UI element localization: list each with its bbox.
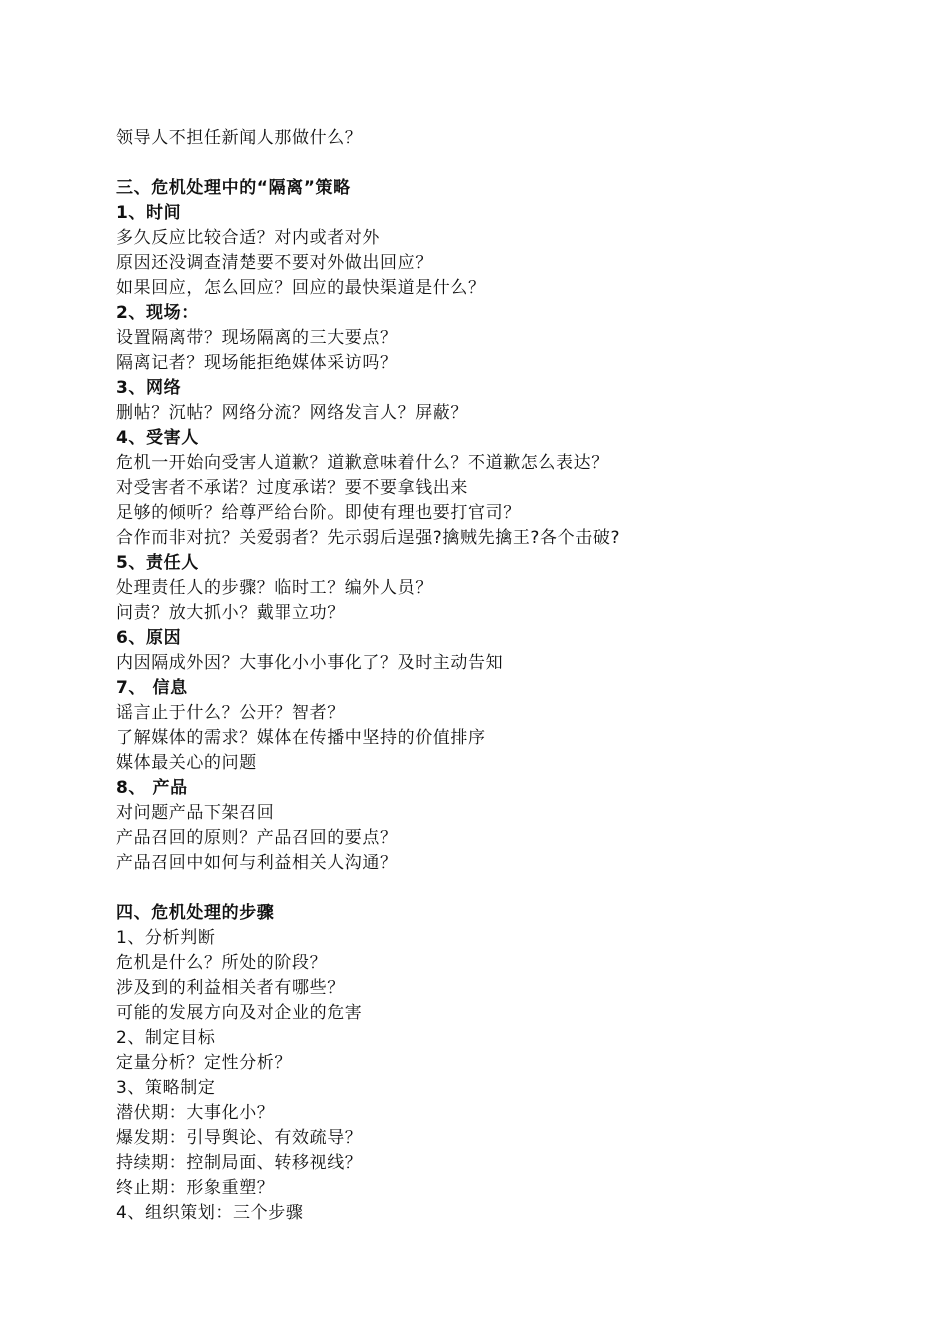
victim-line-1: 危机一开始向受害人道歉？道歉意味着什么？不道歉怎么表达？ <box>116 453 609 473</box>
step-line-1: 1、分析判断 <box>116 928 216 948</box>
step-line-2: 危机是什么？所处的阶段？ <box>116 953 328 973</box>
section-3-title: 三、危机处理中的“隔离”策略 <box>116 178 351 198</box>
victim-line-3: 足够的倾听？给尊严给台阶。即使有理也要打官司？ <box>116 503 521 523</box>
info-heading: 7、 信息 <box>116 678 188 698</box>
step-line-5: 2、制定目标 <box>116 1028 216 1048</box>
responsible-line-1: 处理责任人的步骤？临时工？编外人员？ <box>116 578 433 598</box>
step-line-10: 持续期：控制局面、转移视线？ <box>116 1153 363 1173</box>
info-line-3: 媒体最关心的问题 <box>116 753 257 773</box>
product-line-2: 产品召回的原则？产品召回的要点？ <box>116 828 398 848</box>
step-line-12: 4、组织策划：三个步骤 <box>116 1203 304 1223</box>
responsible-line-2: 问责？放大抓小？戴罪立功？ <box>116 603 345 623</box>
network-line-1: 删帖？沉帖？网络分流？网络发言人？屏蔽？ <box>116 403 468 423</box>
product-line-1: 对问题产品下架召回 <box>116 803 275 823</box>
step-line-7: 3、策略制定 <box>116 1078 216 1098</box>
step-line-11: 终止期：形象重塑？ <box>116 1178 275 1198</box>
info-line-1: 谣言止于什么？公开？智者？ <box>116 703 345 723</box>
product-line-3: 产品召回中如何与利益相关人沟通？ <box>116 853 398 873</box>
step-line-4: 可能的发展方向及对企业的危害 <box>116 1003 363 1023</box>
intro-line: 领导人不担任新闻人那做什么？ <box>116 128 363 148</box>
section-4-title: 四、危机处理的步骤 <box>116 903 275 923</box>
time-line-1: 多久反应比较合适？对内或者对外 <box>116 228 380 248</box>
product-heading: 8、 产品 <box>116 778 188 798</box>
responsible-heading: 5、责任人 <box>116 553 199 573</box>
step-line-6: 定量分析？定性分析？ <box>116 1053 292 1073</box>
cause-heading: 6、原因 <box>116 628 182 648</box>
cause-line-1: 内因隔成外因？大事化小小事化了？及时主动告知 <box>116 653 504 673</box>
victim-line-2: 对受害者不承诺？过度承诺？要不要拿钱出来 <box>116 478 468 498</box>
network-heading: 3、网络 <box>116 378 182 398</box>
info-line-2: 了解媒体的需求？媒体在传播中坚持的价值排序 <box>116 728 486 748</box>
scene-line-1: 设置隔离带？现场隔离的三大要点？ <box>116 328 398 348</box>
time-line-2: 原因还没调查清楚要不要对外做出回应？ <box>116 253 433 273</box>
victim-heading: 4、受害人 <box>116 428 199 448</box>
step-line-3: 涉及到的利益相关者有哪些？ <box>116 978 345 998</box>
scene-line-2: 隔离记者？现场能拒绝媒体采访吗？ <box>116 353 398 373</box>
time-heading: 1、时间 <box>116 203 182 223</box>
victim-line-4: 合作而非对抗？关爱弱者？先示弱后逞强?擒贼先擒王?各个击破? <box>116 528 621 548</box>
step-line-8: 潜伏期：大事化小？ <box>116 1103 275 1123</box>
scene-heading: 2、现场： <box>116 303 199 323</box>
time-line-3: 如果回应，怎么回应？回应的最快渠道是什么？ <box>116 278 486 298</box>
step-line-9: 爆发期：引导舆论、有效疏导？ <box>116 1128 363 1148</box>
